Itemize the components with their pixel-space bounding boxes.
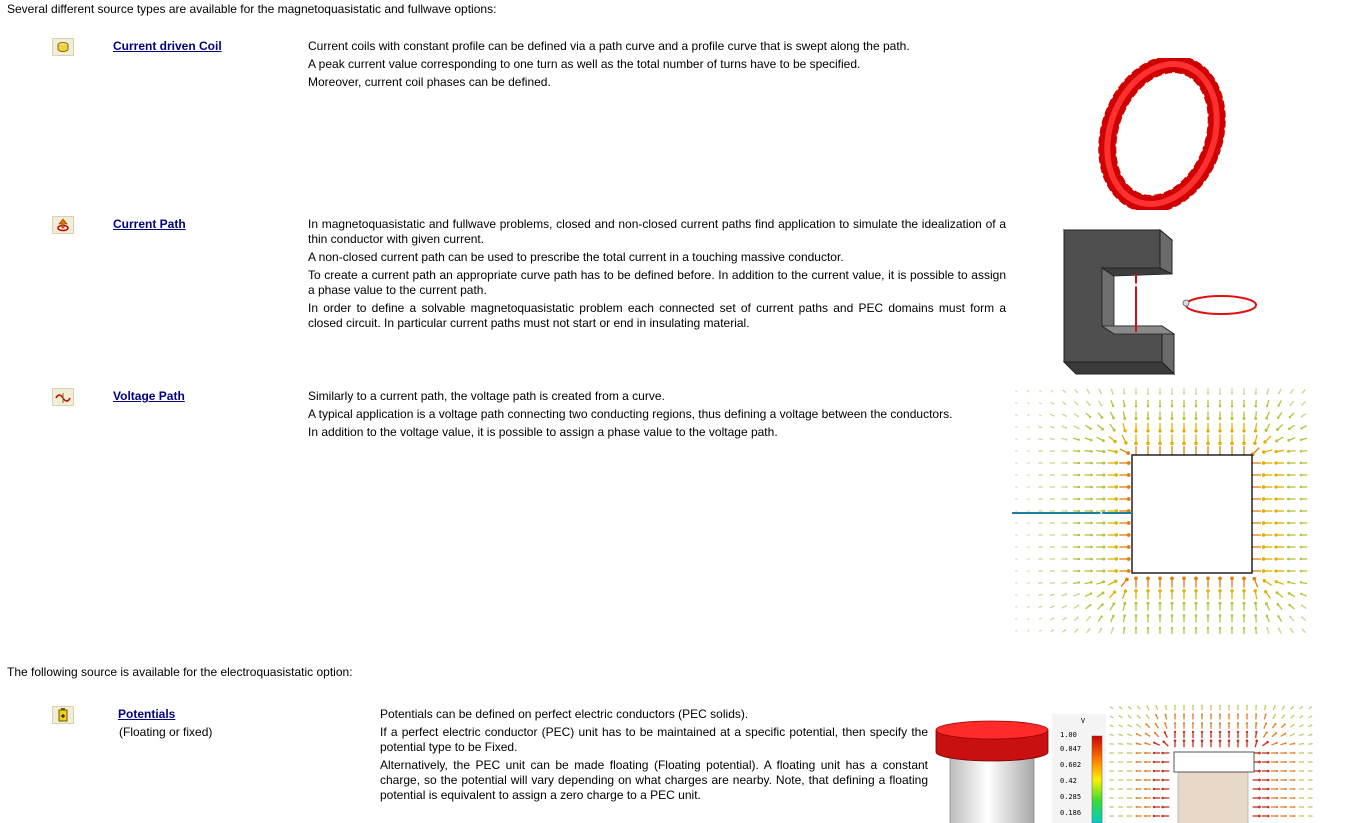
current-path-paragraph-3: To create a current path an appropriate curve path has to be defined before. In addition to the current value, it is possible to assign a phase value to the current path. [308,268,1006,297]
current-path-paragraph-1: In magnetoquasistatic and fullwave problems, closed and non-closed current paths find application to simulate the idealization of a thin conductor with given current. [308,217,1006,246]
current-driven-coil-link[interactable]: Current driven Coil [113,39,222,53]
voltage-field-plot [1010,385,1316,637]
legend-tick: 0.186 [1060,809,1082,817]
legend-unit: V [1080,717,1086,725]
potentials-paragraph-2: If a perfect electric conductor (PEC) unit has to be maintained at a specific potential, then specify the potential type to be Fixed. [380,725,928,754]
current-path-icon [52,216,74,234]
current-path-illustration [1060,228,1260,378]
legend-tick: 0.42 [1060,777,1077,785]
potential-icon [52,706,74,724]
potentials-subtitle: (Floating or fixed) [119,725,213,739]
coil-illustration [1095,58,1230,210]
coil-paragraph-2: A peak current value corresponding to one turn as well as the total number of turns have to be specified. [308,57,861,71]
voltage-path-paragraph-3: In addition to the voltage value, it is possible to assign a phase value to the voltage path. [308,425,778,439]
potentials-link[interactable]: Potentials [118,707,176,721]
voltage-path-icon [52,388,74,406]
legend-tick: 0.285 [1060,793,1082,801]
intro-electroquasistatic: The following source is available for the electroquasistatic option: [7,665,353,679]
potentials-paragraph-1: Potentials can be defined on perfect electric conductors (PEC solids). [380,707,749,721]
legend-tick: 0.602 [1060,761,1082,769]
potential-legend [1052,714,1106,823]
coil-paragraph-1: Current coils with constant profile can be defined via a path curve and a profile curve that is swept along the path. [308,39,910,53]
current-path-paragraph-2: A non-closed current path can be used to prescribe the total current in a touching massive conductor. [308,250,844,264]
voltage-path-link[interactable]: Voltage Path [113,389,185,403]
coil-icon [52,38,74,56]
current-path-link[interactable]: Current Path [113,217,186,231]
voltage-path-paragraph-1: Similarly to a current path, the voltage path is created from a curve. [308,389,665,403]
voltage-path-paragraph-2: A typical application is a voltage path connecting two conducting regions, thus defining a voltage between the conductors. [308,407,953,421]
intro-magnetoquasistatic: Several different source types are available for the magnetoquasistatic and fullwave options: [7,2,497,16]
electrostatic-field-plot [1108,704,1314,823]
pec-cylinder-illustration [934,718,1052,823]
potentials-paragraph-3: Alternatively, the PEC unit can be made floating (Floating potential). A floating unit has a constant charge, so the potential will vary depending on what charges are nearby. Note, that defining a floating potential is equivalent to assign a zero charge to a PEC unit. [380,758,928,802]
coil-paragraph-3: Moreover, current coil phases can be defined. [308,75,551,89]
legend-tick: 0.847 [1060,745,1082,753]
current-path-paragraph-4: In order to define a solvable magnetoquasistatic problem each connected set of current paths and PEC domains must form a closed circuit. In particular current paths must not start or end in insulating material. [308,301,1006,330]
legend-tick: 1.00 [1060,731,1077,739]
